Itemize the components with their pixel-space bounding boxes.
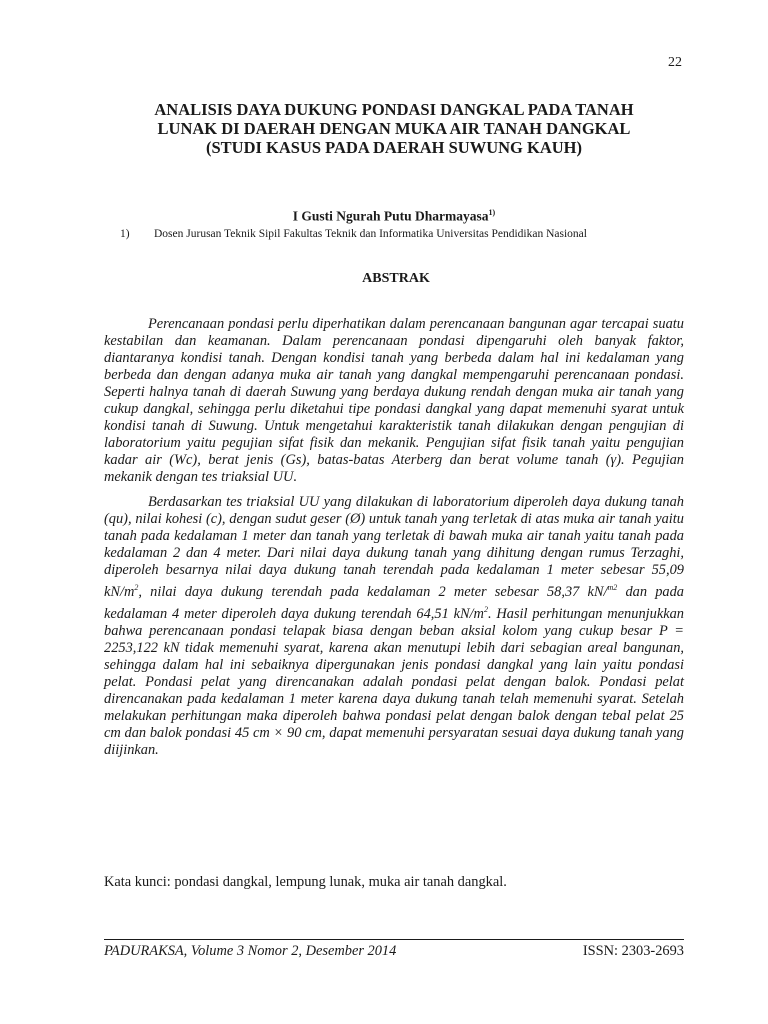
page-number: 22 <box>668 55 682 70</box>
affiliation-text: Dosen Jurusan Teknik Sipil Fakultas Teknik dan Informatika Universitas Pendidikan Nasional <box>154 228 587 240</box>
footer-divider <box>104 939 684 940</box>
author-affiliation <box>120 228 587 240</box>
abstract-p2-part-a: Berdasarkan tes triaksial UU yang dilakukan di laboratorium diperoleh daya dukung tanah (qu), nilai kohesi (c), dengan sudut geser (Ø) untuk tanah yang terletak di atas muka air tanah yaitu tanah pada kedalaman 1 meter dan tanah yang terletak di bawah muka air tanah yaitu tanah pada kedalaman 2 dan 4 meter. Dari nilai daya dukung tanah yang dihitung dengan rumus Terzaghi, diperoleh besarnya nilai daya dukung tanah terendah pada kedalaman 1 meter sebesar 55,09 kN/m <box>104 494 684 600</box>
abstract-body <box>104 316 684 759</box>
unit-superscript: 2 <box>134 583 139 592</box>
footer-issn: ISSN: 2303-2693 <box>582 943 684 959</box>
abstract-p2-part-c: dan pada kedalaman 4 meter diperoleh daya dukung terendah 64,51 kN/m <box>104 583 685 622</box>
unit-superscript: 2 <box>483 604 488 614</box>
paper-title <box>104 100 684 157</box>
title-line-3: (STUDI KASUS PADA DAERAH SUWUNG KAUH) <box>205 138 583 157</box>
unit-superscript: m2 <box>607 583 618 592</box>
abstract-p2-part-b: , nilai daya dukung terendah pada kedalaman 2 meter sebesar 58,37 kN/ <box>138 583 608 600</box>
title-line-2: LUNAK DI DAERAH DENGAN MUKA AIR TANAH DANGKAL <box>157 119 631 138</box>
keywords: Kata kunci: pondasi dangkal, lempung lunak, muka air tanah dangkal. <box>104 874 507 890</box>
author-line <box>104 208 684 225</box>
abstract-paragraph-1: Perencanaan pondasi perlu diperhatikan dalam perencanaan bangunan agar tercapai suatu kestabilan dan keamanan. Dalam perencanaan pondasi dipengaruhi oleh banyak faktor, diantaranya kondisi tanah. Dengan kondisi tanah yang berbeda dalam hal ini kedalaman yang berbeda dan dengan adanya muka air tanah yang dangkal mempengaruhi perencanaan pondasi. Seperti halnya tanah di daerah Suwung yang berdaya dukung rendah dengan muka air tanah yang cukup dangkal, sehingga perlu diketahui tipe pondasi dangkal yang dapat memenuhi syarat untuk kondisi tanah di Suwung. Untuk mengetahui karakteristik tanah dilakukan dengan pengujian di laboratorium yaitu pegujian sifat fisik dan mekanik. Pengujian sifat fisik tanah yaitu pengujian kadar air (Wc), berat jenis (Gs), batas-batas Aterberg dan berat volume tanah (γ). Pegujian mekanik dengan tes triaksial UU. <box>104 316 684 485</box>
author-name: I Gusti Ngurah Putu Dharmayasa <box>292 208 489 224</box>
author-marker: 1) <box>488 208 496 217</box>
footer-journal: PADURAKSA, Volume 3 Nomor 2, Desember 2014 <box>104 943 397 959</box>
abstract-p2-part-d: . Hasil perhitungan menunjukkan bahwa perencanaan pondasi telapak biasa dengan beban aksial kolom yang cukup besar P = 2253,122 kN tidak memenuhi syarat, karena akan menutupi lebih dari sebagian areal bangunan, sehingga dalam hal ini sebaiknya dipergunakan jenis pondasi dangkal yang lain yaitu pondasi pelat. Pondasi pelat yang direncanakan adalah pondasi pelat dengan balok. Pondasi pelat direncanakan pada kedalaman 1 meter karena daya dukung tanah telah memenuhi syarat. Setelah melakukan perhitungan maka diperoleh bahwa pondasi pelat dengan balok dengan tebal pelat 25 cm dan balok pondasi 45 cm × 90 cm, dapat memenuhi persyaratan sesuai daya dukung tanah yang diijinkan. <box>104 605 684 758</box>
abstract-paragraph-2 <box>104 494 684 759</box>
affiliation-marker: 1) <box>120 228 130 240</box>
abstract-heading: ABSTRAK <box>362 271 430 286</box>
title-line-1: ANALISIS DAYA DUKUNG PONDASI DANGKAL PADA TANAH <box>154 100 634 119</box>
